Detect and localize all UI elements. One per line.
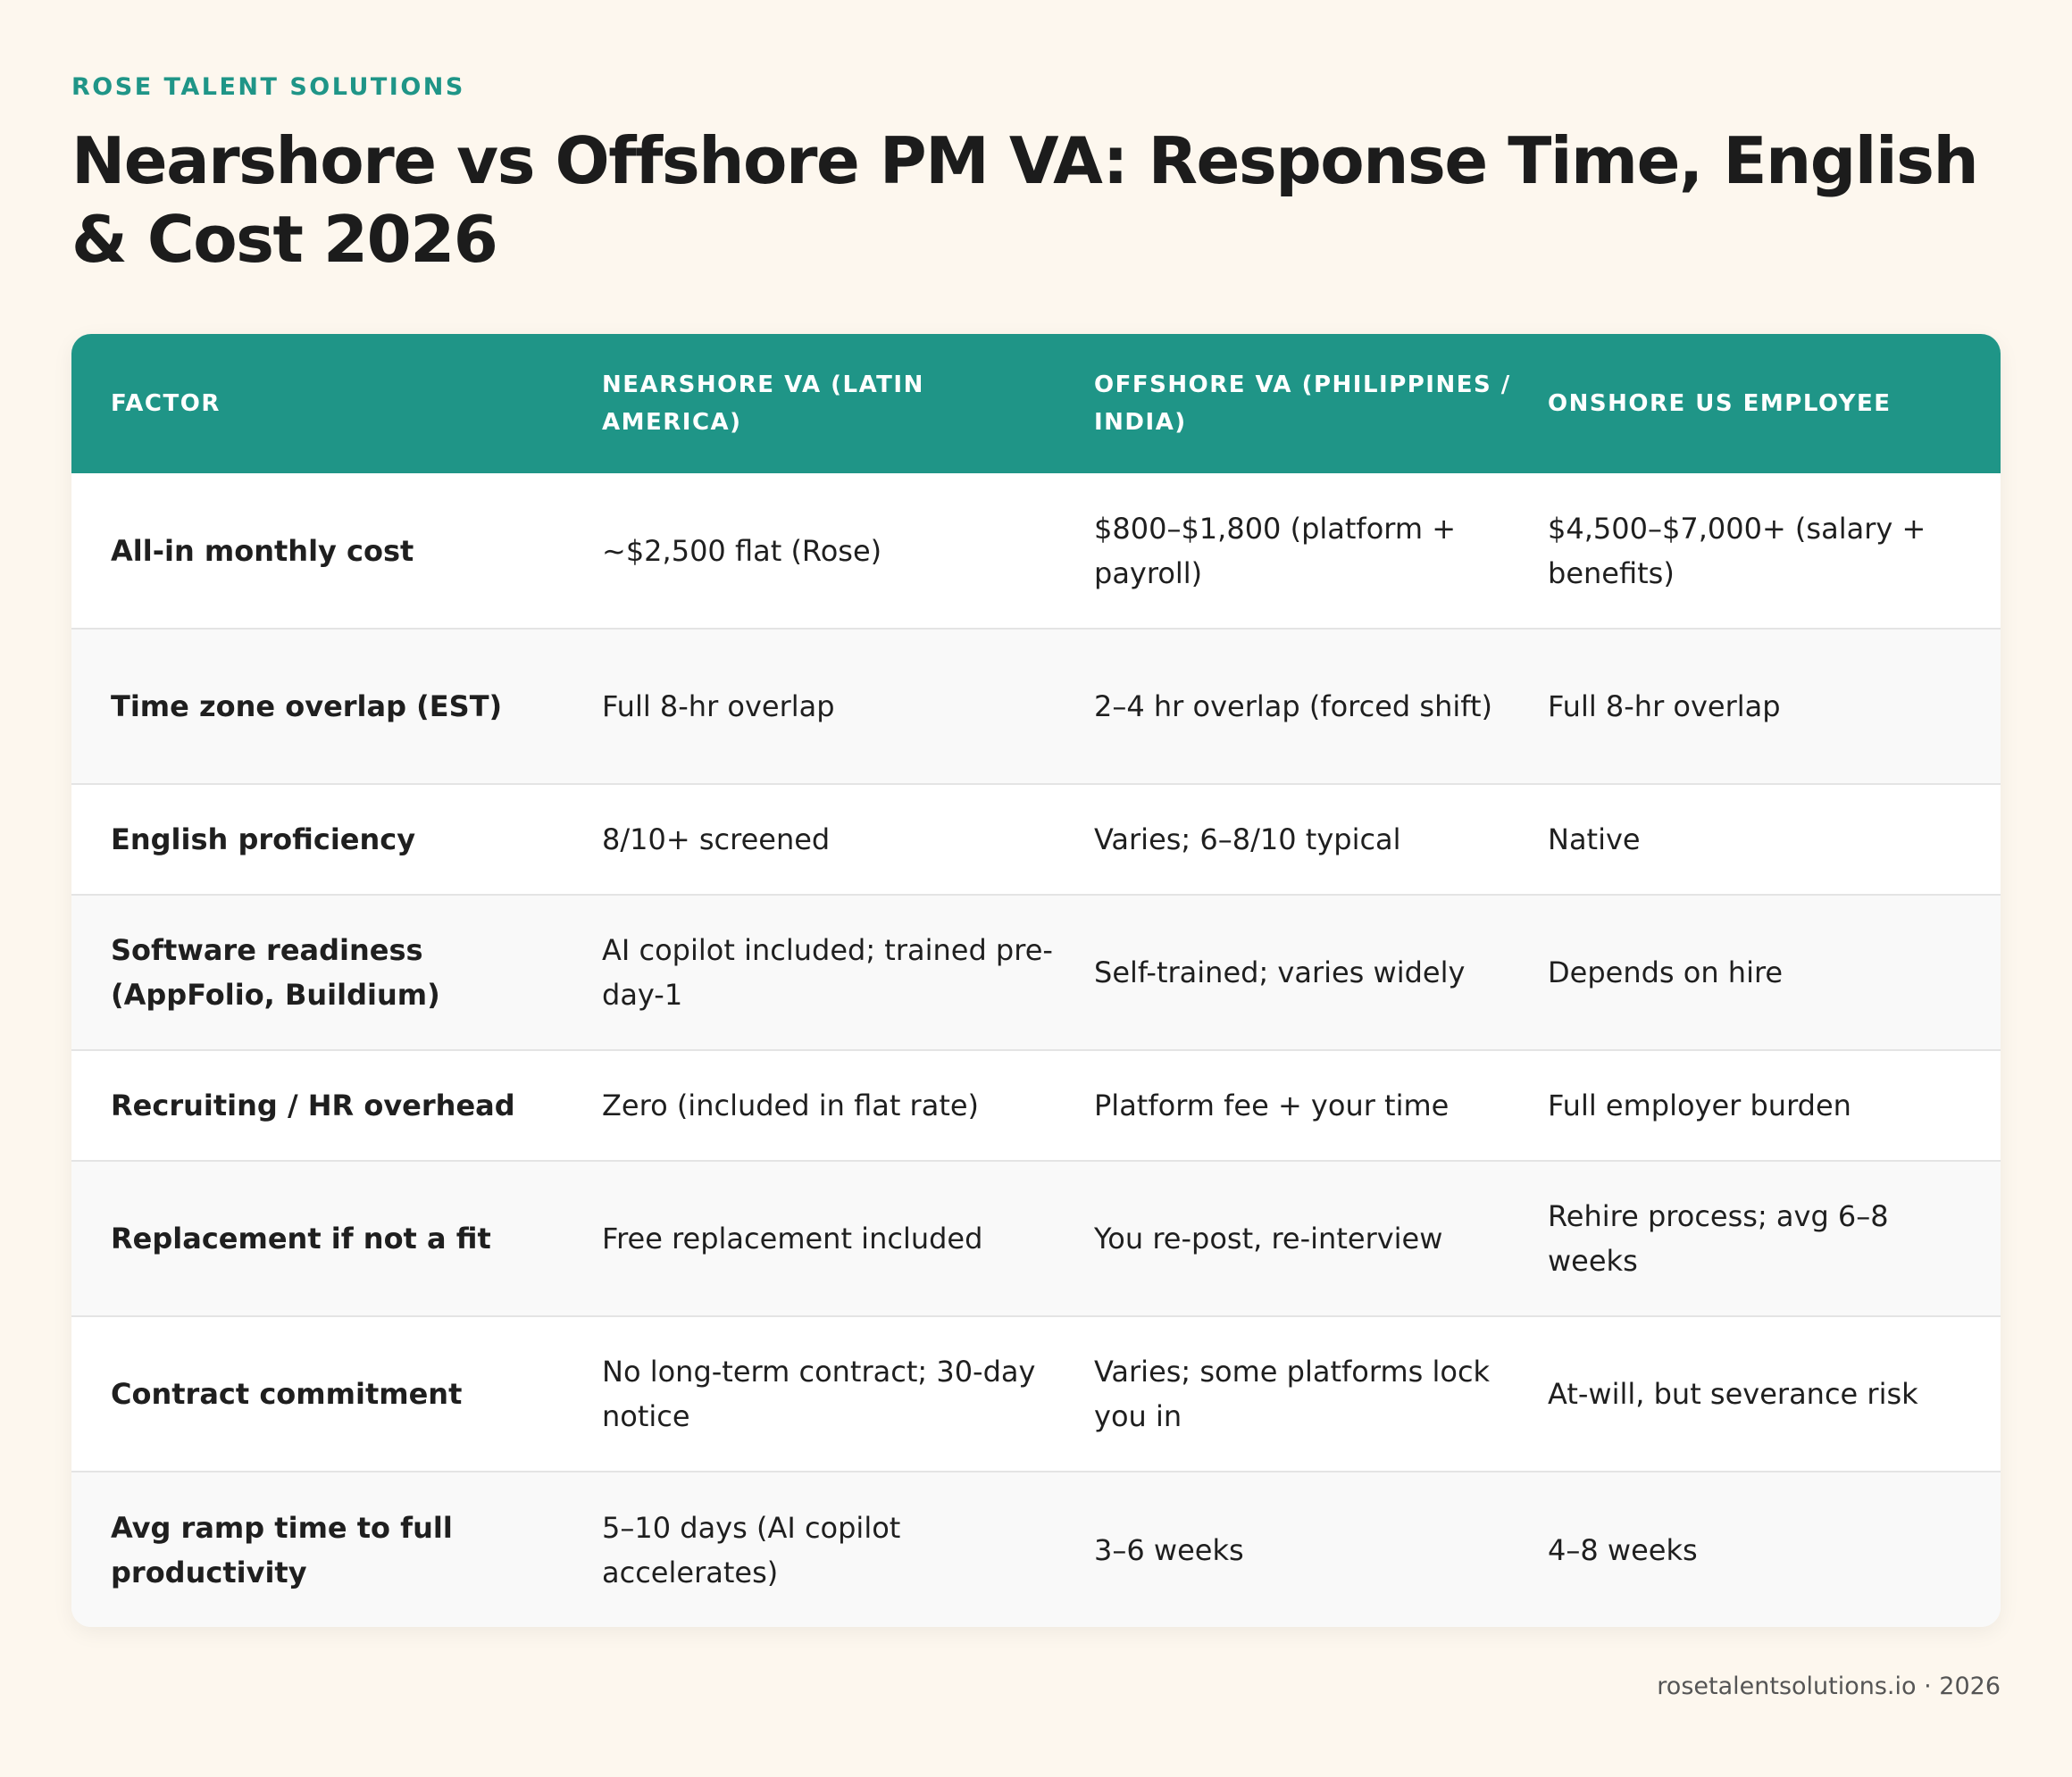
table-row: [71, 895, 2001, 1050]
cell-nearshore: ~$2,500 flat (Rose): [602, 533, 882, 568]
cell-nearshore: Free replacement included: [602, 1161, 1094, 1316]
row-factor: Software readiness (AppFolio, Buildium): [71, 895, 602, 1050]
cell-nearshore: Zero (included in flat rate): [602, 1050, 1094, 1161]
table-header: [71, 334, 2001, 473]
row-factor: All-in monthly cost: [111, 533, 414, 568]
cell-nearshore: Full 8-hr overlap: [602, 629, 1094, 784]
row-factor: Contract commitment: [71, 1316, 602, 1472]
header-factor: FACTOR: [111, 390, 221, 417]
cell-onshore: Depends on hire: [1548, 895, 2001, 1050]
cell-offshore: $800–$1,800 (platform + payroll): [1094, 511, 1457, 590]
table-row: [71, 1316, 2001, 1472]
cell-onshore: Native: [1548, 784, 2001, 895]
cell-nearshore: 5–10 days (AI copilot accelerates): [602, 1472, 1094, 1627]
cell-onshore: 4–8 weeks: [1548, 1472, 2001, 1627]
cell-onshore: $4,500–$7,000+ (salary + benefits): [1548, 511, 1926, 590]
row-factor: English proficiency: [71, 784, 602, 895]
comparison-table-card: [71, 334, 2001, 1627]
header-onshore: ONSHORE US EMPLOYEE: [1548, 390, 1892, 417]
cell-offshore: Self-trained; varies widely: [1094, 895, 1548, 1050]
header-row: [71, 334, 2001, 473]
cell-offshore: Varies; 6–8/10 typical: [1094, 784, 1548, 895]
header-nearshore: NEARSHORE VA (LATIN AMERICA): [602, 371, 924, 436]
cell-onshore: Full employer burden: [1548, 1050, 2001, 1161]
cell-nearshore: AI copilot included; trained pre-day-1: [602, 895, 1094, 1050]
cell-offshore: Platform fee + your time: [1094, 1050, 1548, 1161]
row-factor: Replacement if not a fit: [71, 1161, 602, 1316]
cell-offshore: You re-post, re-interview: [1094, 1161, 1548, 1316]
cell-onshore: Rehire process; avg 6–8 weeks: [1548, 1161, 2001, 1316]
row-factor: Time zone overlap (EST): [71, 629, 602, 784]
brand-label: ROSE TALENT SOLUTIONS: [71, 73, 465, 101]
table-row: [71, 473, 2001, 629]
page-title: Nearshore vs Offshore PM VA: Response Time, English & Cost 2026: [71, 123, 1978, 277]
row-factor: Avg ramp time to full productivity: [71, 1472, 602, 1627]
footer-credit: rosetalentsolutions.io · 2026: [1657, 1673, 2001, 1700]
table-row: [71, 784, 2001, 895]
cell-nearshore: No long-term contract; 30-day notice: [602, 1316, 1094, 1472]
cell-offshore: 3–6 weeks: [1094, 1472, 1548, 1627]
cell-onshore: Full 8-hr overlap: [1548, 629, 2001, 784]
table-row: [71, 1472, 2001, 1627]
cell-onshore: At-will, but severance risk: [1548, 1316, 2001, 1472]
cell-offshore: 2–4 hr overlap (forced shift): [1094, 629, 1548, 784]
table-row: [71, 1050, 2001, 1161]
row-factor: Recruiting / HR overhead: [71, 1050, 602, 1161]
cell-nearshore: 8/10+ screened: [602, 784, 1094, 895]
header-offshore: OFFSHORE VA (PHILIPPINES / INDIA): [1094, 371, 1511, 436]
table-body: [71, 473, 2001, 1627]
cell-offshore: Varies; some platforms lock you in: [1094, 1316, 1548, 1472]
table-row: [71, 629, 2001, 784]
table-row: [71, 1161, 2001, 1316]
comparison-table: [71, 334, 2001, 1627]
